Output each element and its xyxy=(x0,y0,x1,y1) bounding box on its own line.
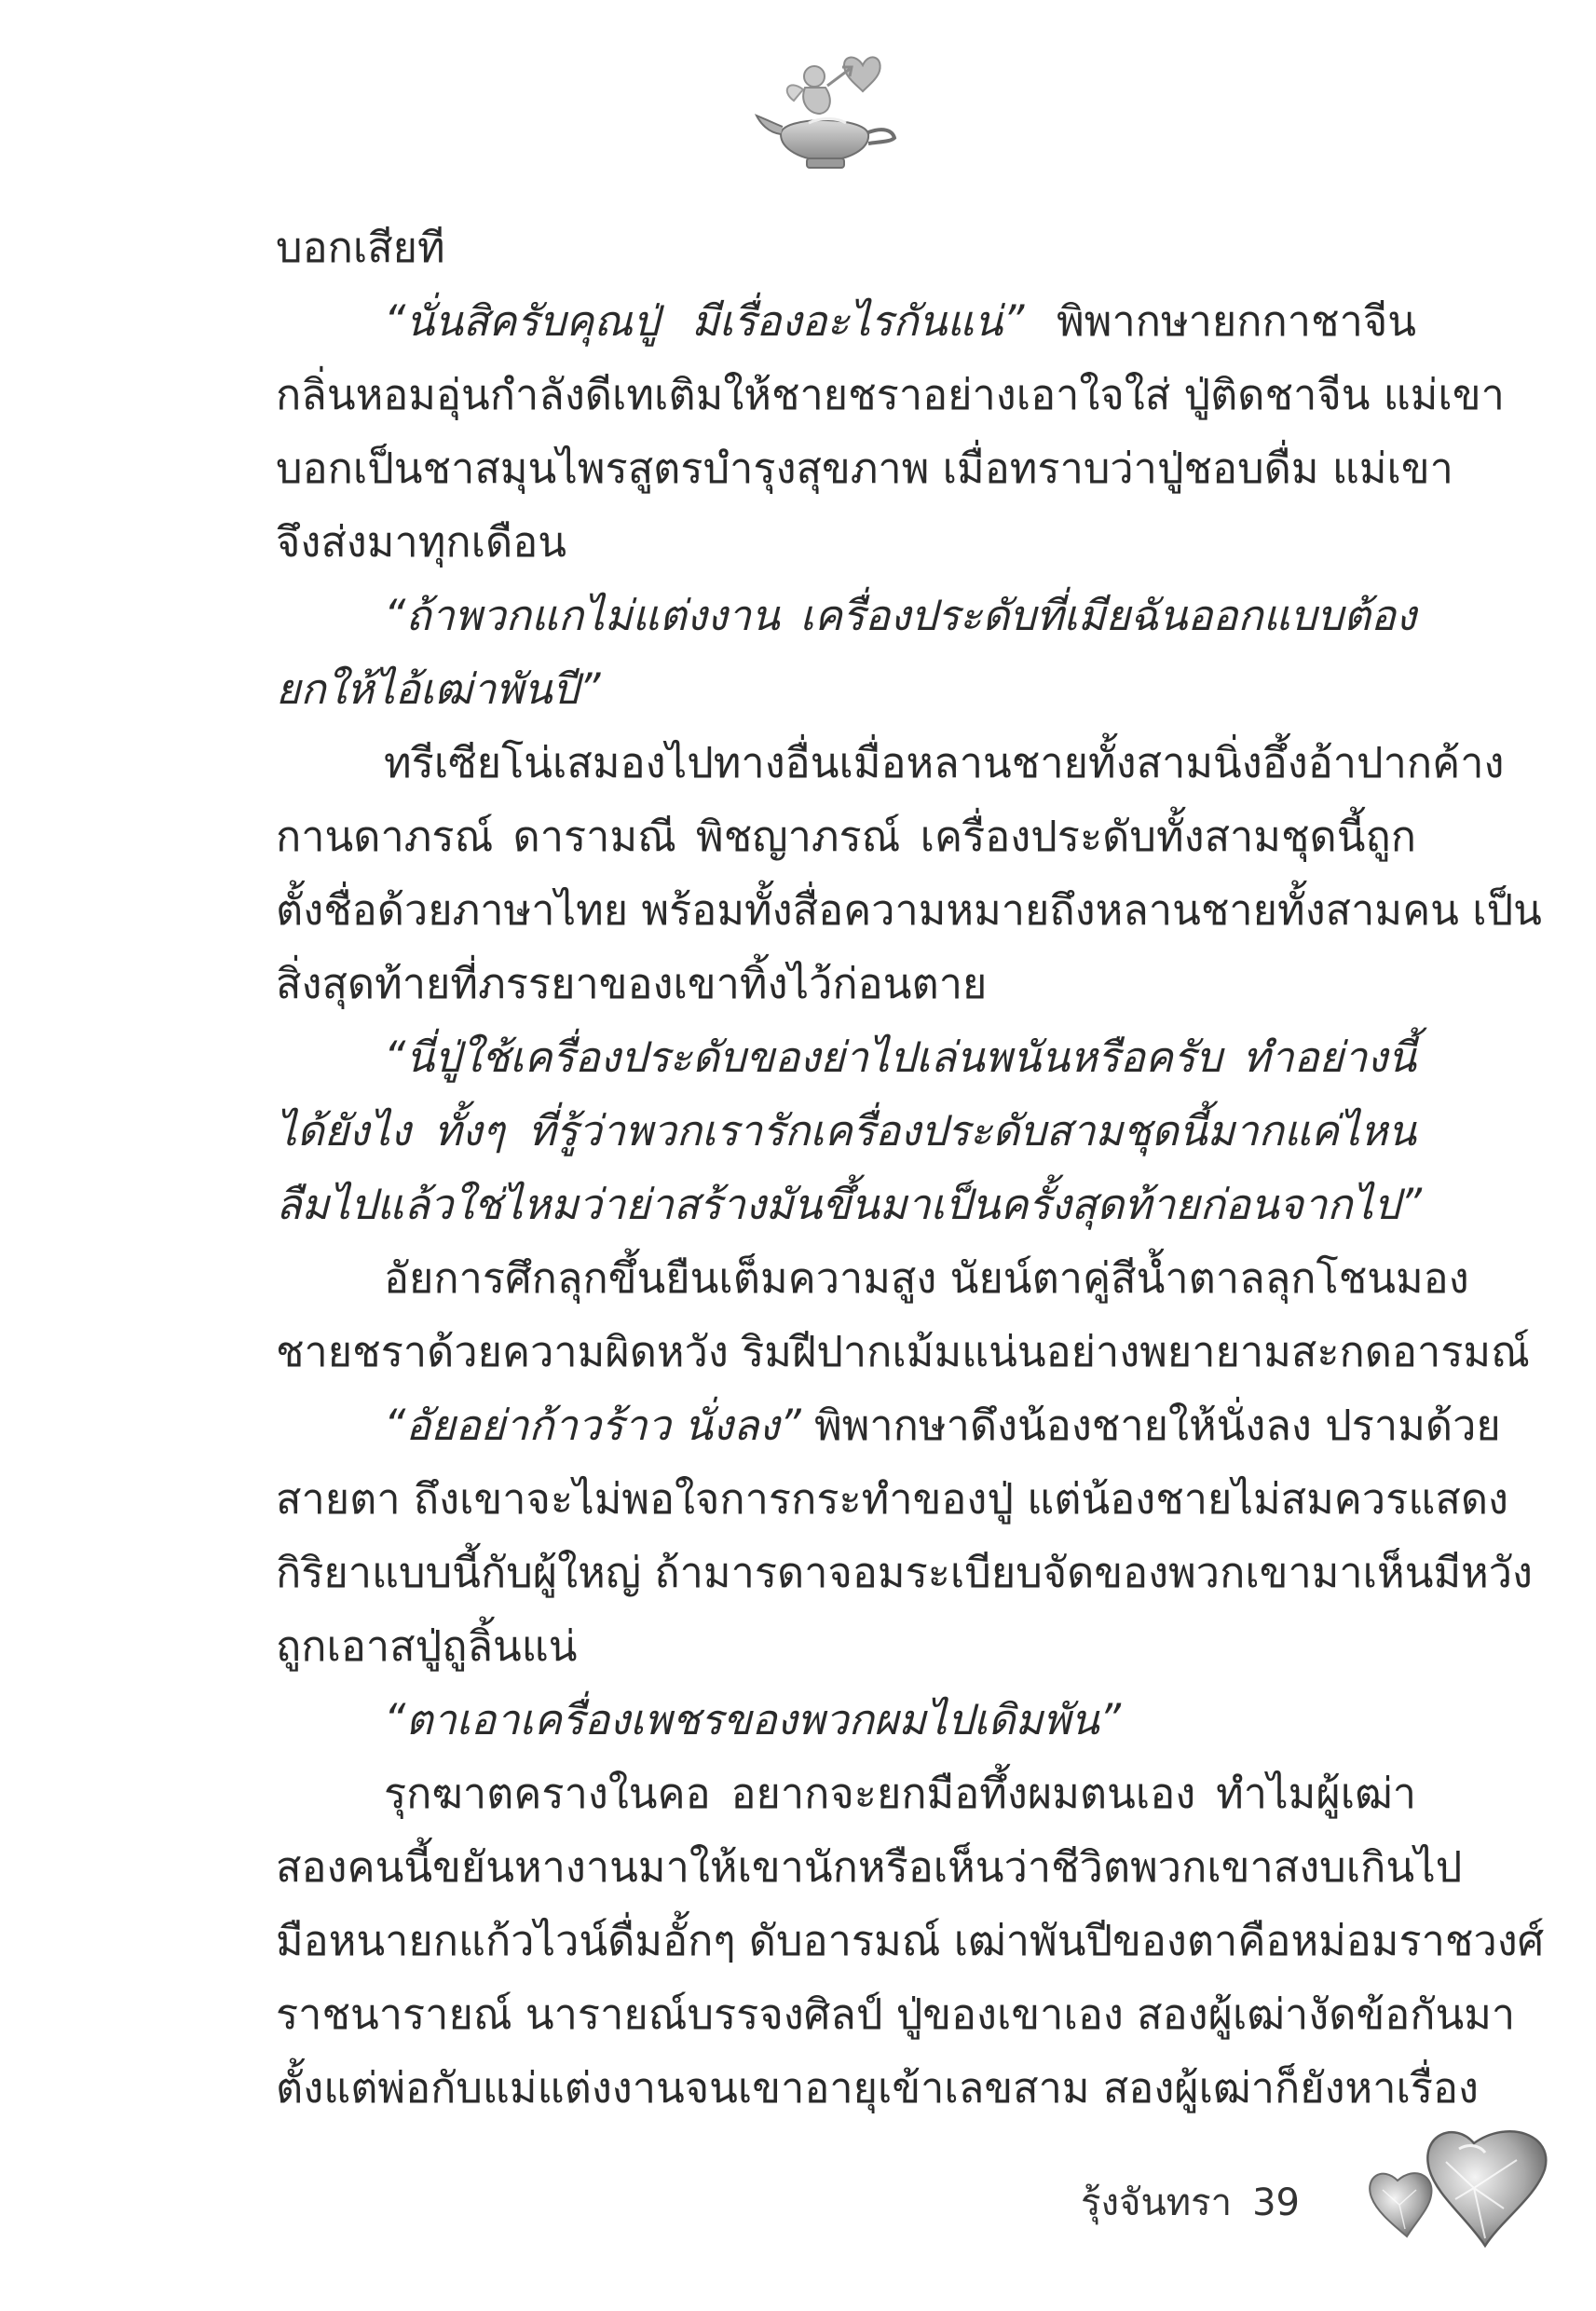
paragraph-line: กานดาภรณ์ ดารามณี พิชญาภรณ์ เครื่องประดับทั้งสามชุดนี้ถูก xyxy=(276,812,1416,861)
dialogue-quote: “นั่นสิครับคุณปู่ มีเรื่องอะไรกันแน่” xyxy=(384,296,1025,346)
dialogue-line: ได้ยังไง ทั้งๆ ที่รู้ว่าพวกเรารักเครื่องประดับสามชุดนี้มากแค่ไหน xyxy=(276,1106,1416,1156)
paragraph-line: จึงส่งมาทุกเดือน xyxy=(276,517,567,567)
page-number: 39 xyxy=(1252,2181,1301,2224)
diamond-hearts-icon xyxy=(1362,2115,1558,2255)
paragraph-line: อัยการศึกลุกขึ้นยืนเต็มความสูง นัยน์ตาคู่สีน้ำตาลลุกโชนมอง xyxy=(384,1253,1469,1303)
dialogue-quote: “อัยอย่าก้าวร้าว นั่งลง” xyxy=(384,1401,801,1450)
dialogue-line: “ตาเอาเครื่องเพชรของพวกผมไปเดิมพัน” xyxy=(384,1695,1122,1744)
dialogue-line: ลืมไปแล้วใช่ไหมว่าย่าสร้างมันขึ้นมาเป็นครั้งสุดท้ายก่อนจากไป” xyxy=(276,1180,1423,1229)
body-text xyxy=(276,211,1545,2125)
dialogue-line: “ถ้าพวกแกไม่แต่งงาน เครื่องประดับที่เมียฉันออกแบบต้อง xyxy=(384,591,1416,640)
paragraph-line: กิริยาแบบนี้กับผู้ใหญ่ ถ้ามารดาจอมระเบียบจัดของพวกเขามาเห็นมีหวัง xyxy=(276,1548,1534,1597)
paragraph-line: ถูกเอาสปู่ถูลิ้นแน่ xyxy=(276,1621,578,1671)
paragraph-line xyxy=(276,1388,1501,1462)
book-title: รุ้งจันทรา xyxy=(1081,2181,1233,2224)
teapot-with-cupid-icon xyxy=(753,45,902,185)
paragraph-line: บอกเสียที xyxy=(276,223,445,272)
paragraph-line: รุกฆาตครางในคอ อยากจะยกมือทึ้งผมตนเอง ทำไมผู้เฒ่า xyxy=(384,1769,1416,1818)
paragraph-line: มือหนายกแก้วไวน์ดื่มอั้กๆ ดับอารมณ์ เฒ่าพันปีของตาคือหม่อมราชวงศ์ xyxy=(276,1916,1545,1965)
paragraph-line: สายตา ถึงเขาจะไม่พอใจการกระทำของปู่ แต่น้องชายไม่สมควรแสดง xyxy=(276,1474,1509,1524)
paragraph-line: บอกเป็นชาสมุนไพรสูตรบำรุงสุขภาพ เมื่อทราบว่าปู่ชอบดื่ม แม่เขา xyxy=(276,444,1453,493)
paragraph-line: ราชนารายณ์ นารายณ์บรรจงศิลป์ ปู่ของเขาเอง สองผู้เฒ่างัดข้อกันมา xyxy=(276,1990,1516,2039)
paragraph-line: ตั้งชื่อด้วยภาษาไทย พร้อมทั้งสื่อความหมายถึงหลานชายทั้งสามคน เป็น xyxy=(276,885,1542,935)
dialogue-line: “นี่ปู่ใช้เครื่องประดับของย่าไปเล่นพนันหรือครับ ทำอย่างนี้ xyxy=(384,1032,1416,1082)
page-footer xyxy=(1081,2175,1300,2231)
paragraph-line: ตั้งแต่พ่อกับแม่แต่งงานจนเขาอายุเข้าเลขสาม สองผู้เฒ่าก็ยังหาเรื่อง xyxy=(276,2063,1480,2113)
narration-text: พิพากษายกกาชาจีน xyxy=(1024,296,1416,346)
dialogue-line: ยกให้ไอ้เฒ่าพันปี” xyxy=(276,664,601,714)
paragraph-line: ทรีเซียโน่เสมองไปทางอื่นเมื่อหลานชายทั้งสามนิ่งอึ้งอ้าปากค้าง xyxy=(384,738,1505,787)
paragraph-line xyxy=(276,284,1416,358)
narration-text: พิพากษาดึงน้องชายให้นั่งลง ปรามด้วย xyxy=(800,1401,1501,1450)
paragraph-line: สิ่งสุดท้ายที่ภรรยาของเขาทิ้งไว้ก่อนตาย xyxy=(276,959,988,1008)
paragraph-line: กลิ่นหอมอุ่นกำลังดีเทเติมให้ชายชราอย่างเอาใจใส่ ปู่ติดชาจีน แม่เขา xyxy=(276,370,1505,419)
paragraph-line: สองคนนี้ขยันหางานมาให้เขานักหรือเห็นว่าชีวิตพวกเขาสงบเกินไป xyxy=(276,1842,1463,1892)
paragraph-line: ชายชราด้วยความผิดหวัง ริมฝีปากเม้มแน่นอย่างพยายามสะกดอารมณ์ xyxy=(276,1327,1530,1376)
